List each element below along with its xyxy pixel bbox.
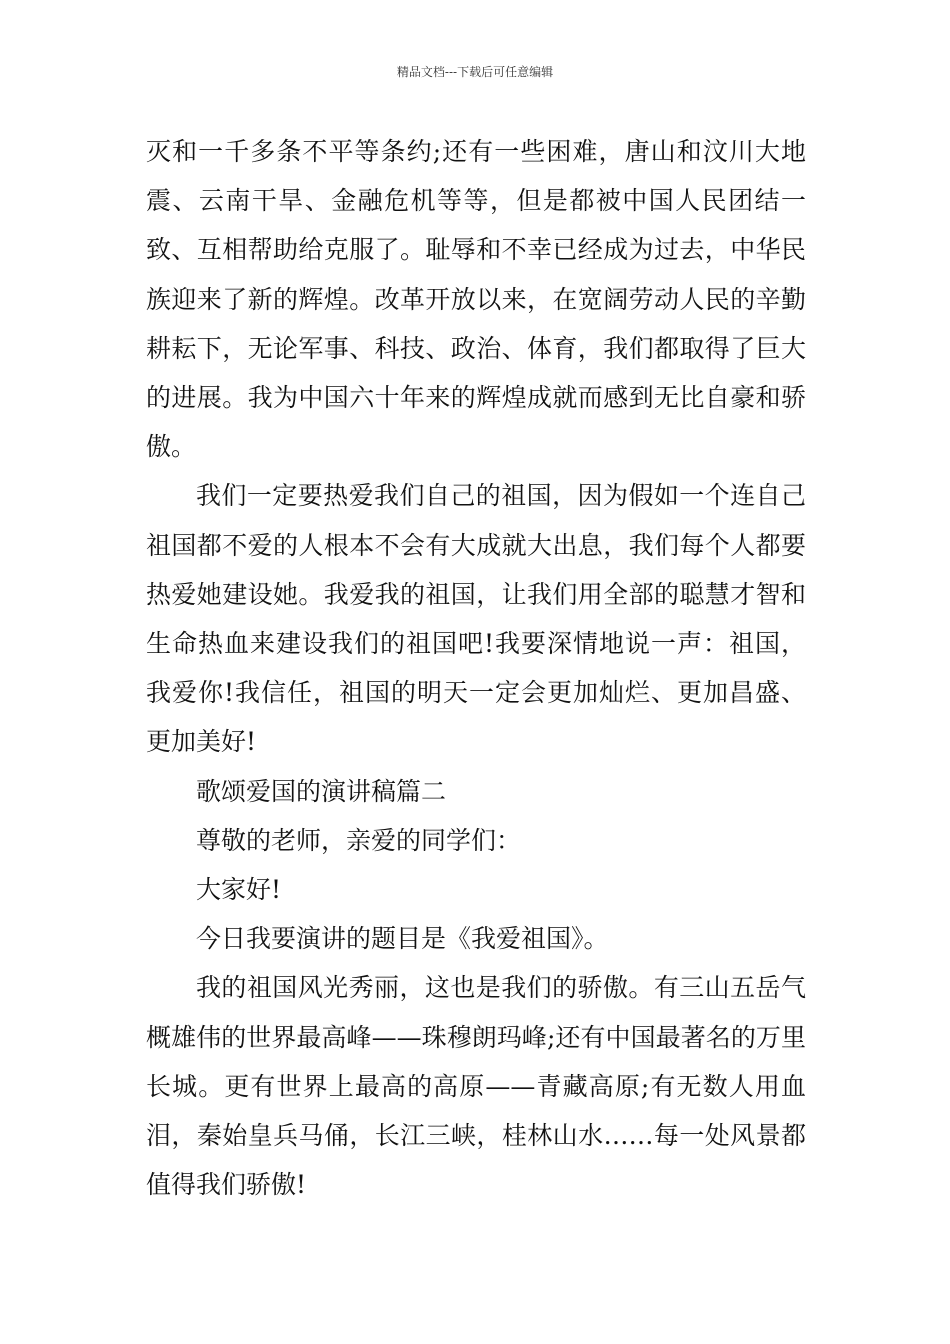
paragraph-continued: 灭和一千多条不平等条约;还有一些困难，唐山和汶川大地震、云南干旱、金融危机等等，但是都被中国人民团结一致、互相帮助给克服了。耻辱和不幸已经成为过去，中华民族迎来了新的辉煌。改革开放以来，在宽阔劳动人民的辛勤耕耘下，无论军事、科技、政治、体育，我们都取得了巨大的进展。我为中国六十年来的辉煌成就而感到无比自豪和骄傲。 [146, 137, 806, 462]
speech-topic: 今日我要演讲的题目是《我爱祖国》。 [196, 924, 609, 954]
page-header: 精品文档---下载后可任意编辑 [396, 65, 554, 79]
paragraph: 我的祖国风光秀丽，这也是我们的骄傲。有三山五岳气概雄伟的世界最高峰——珠穆朗玛峰;还有中国最著名的万里长城。更有世界上最高的高原——青藏高原;有无数人用血泪，秦始皇兵马俑，长江三峡，桂林山水……每一处风景都值得我们骄傲! [146, 973, 806, 1200]
paragraph: 我们一定要热爱我们自己的祖国，因为假如一个连自己祖国都不爱的人根本不会有大成就大出息，我们每个人都要热爱她建设她。我爱我的祖国，让我们用全部的聪慧才智和生命热血来建设我们的祖国吧!我要深情地说一声：祖国，我爱你!我信任，祖国的明天一定会更加灿烂、更加昌盛、更加美好! [146, 481, 806, 757]
greeting: 大家好! [196, 875, 282, 905]
section-title: 歌颂爱国的演讲稿篇二 [196, 776, 447, 806]
salutation: 尊敬的老师，亲爱的同学们： [196, 825, 522, 855]
document-body [146, 127, 806, 1209]
